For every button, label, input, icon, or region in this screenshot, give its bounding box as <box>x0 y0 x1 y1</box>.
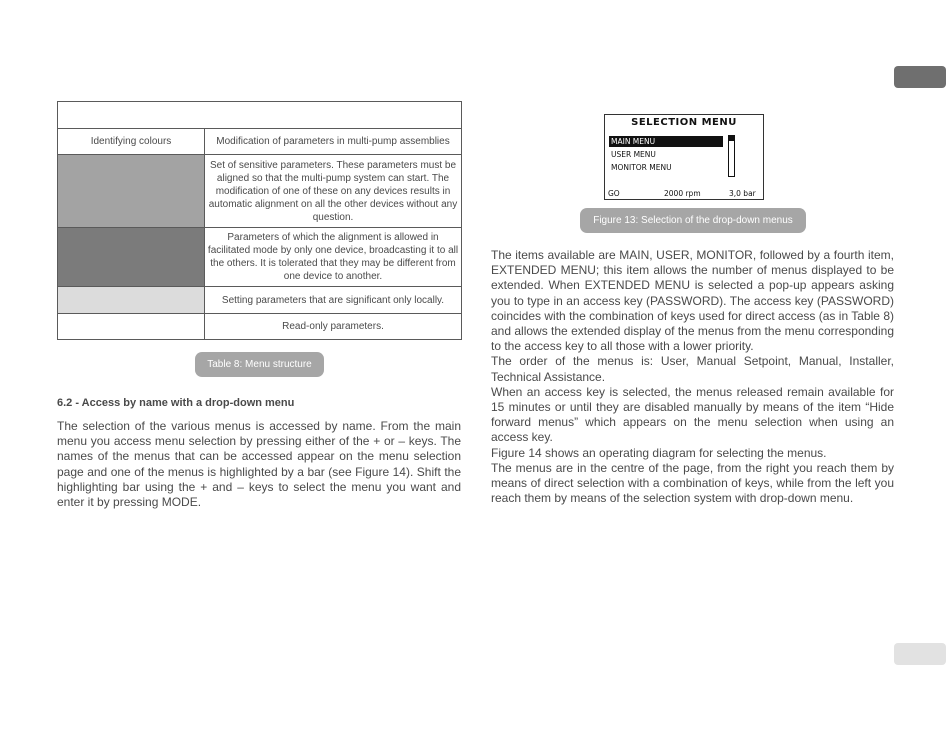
paragraph-access-key: When an access key is selected, the menus released remain available for 15 minutes or until they are disabled manually by means of the item “Hide forward menus” which appears on the menu selection when using an access key. <box>491 384 894 445</box>
description-cell: Parameters of which the alignment is allowed in facilitated mode by only one device, broadcasting it to all the others. It is tolerated that they may be different from one device to another. <box>205 228 462 287</box>
paragraph-menu-order: The order of the menus is: User, Manual Setpoint, Manual, Installer, Technical Assistance. <box>491 354 894 384</box>
colour-swatch-cell <box>58 155 205 228</box>
column-header-colours: Identifying colours <box>58 129 205 155</box>
paragraph-menu-layout: The menus are in the centre of the page, from the right you reach them by means of direct selection with a combination of keys, while from the left you reach them by means of the selection system with drop-down menu. <box>491 460 894 506</box>
table-header-row <box>58 129 462 155</box>
table-row <box>58 228 462 287</box>
table-row <box>58 155 462 228</box>
paragraph-figure-reference: Figure 14 shows an operating diagram for selecting the menus. <box>491 445 827 460</box>
colour-swatch-cell <box>58 287 205 314</box>
menu-structure-table <box>57 101 462 340</box>
screen-footer-pressure: 3,0 bar <box>729 189 756 198</box>
description-cell: Setting parameters that are significant only locally. <box>205 287 462 314</box>
screen-footer-speed: 2000 rpm <box>664 189 701 198</box>
colour-swatch-cell <box>58 228 205 287</box>
table-caption: Table 8: Menu structure <box>195 352 324 377</box>
language-tab-marker <box>894 66 946 88</box>
screen-menu-item: MONITOR MENU <box>611 163 672 172</box>
screen-menu-item-selected: MAIN MENU <box>609 136 723 147</box>
description-cell: Read-only parameters. <box>205 314 462 340</box>
table-row <box>58 314 462 340</box>
screen-footer-status: GO <box>608 189 620 198</box>
screen-scrollbar-thumb <box>729 136 734 141</box>
section-heading: 6.2 - Access by name with a drop-down menu <box>57 397 295 409</box>
screen-scrollbar <box>728 135 735 177</box>
colour-swatch-cell <box>58 314 205 340</box>
description-cell: Set of sensitive parameters. These parameters must be aligned so that the multi-pump system can start. The modification of one of these on any devices results in automatic alignment on all the other devices without any question. <box>205 155 462 228</box>
table-title-row <box>58 102 462 129</box>
right-column-text <box>491 248 894 506</box>
screen-title: SELECTION MENU <box>631 117 737 128</box>
page-tab-marker <box>894 643 946 665</box>
screen-menu-item: USER MENU <box>611 150 656 159</box>
table-row <box>58 287 462 314</box>
figure-caption: Figure 13: Selection of the drop-down menus <box>580 208 806 233</box>
paragraph-extended-menu: The items available are MAIN, USER, MONITOR, followed by a fourth item, EXTENDED MENU; this item allows the number of menus displayed to be extended. When EXTENDED MENU is selected a pop-up appears asking you to type in an access key (PASSWORD). The access key (PASSWORD) coincides with the combination of keys used for direct access (as in Table 8) and allows the extended display of the menus from the menu corresponding to the access key to all those with a lower priority. <box>491 248 894 354</box>
section-paragraph: The selection of the various menus is accessed by name. From the main menu you access menu selection by pressing either of the + or – keys. The names of the menus that can be accessed appear on the menu selection page and one of the menus is highlighted by a bar (see Figure 14). Shift the highlighting bar using the + and – keys to select the menu you want and enter it by pressing MODE. <box>57 419 461 510</box>
selection-menu-screen <box>604 114 764 200</box>
table-title-cell <box>58 102 462 129</box>
column-header-modification: Modification of parameters in multi-pump assemblies <box>205 129 462 155</box>
